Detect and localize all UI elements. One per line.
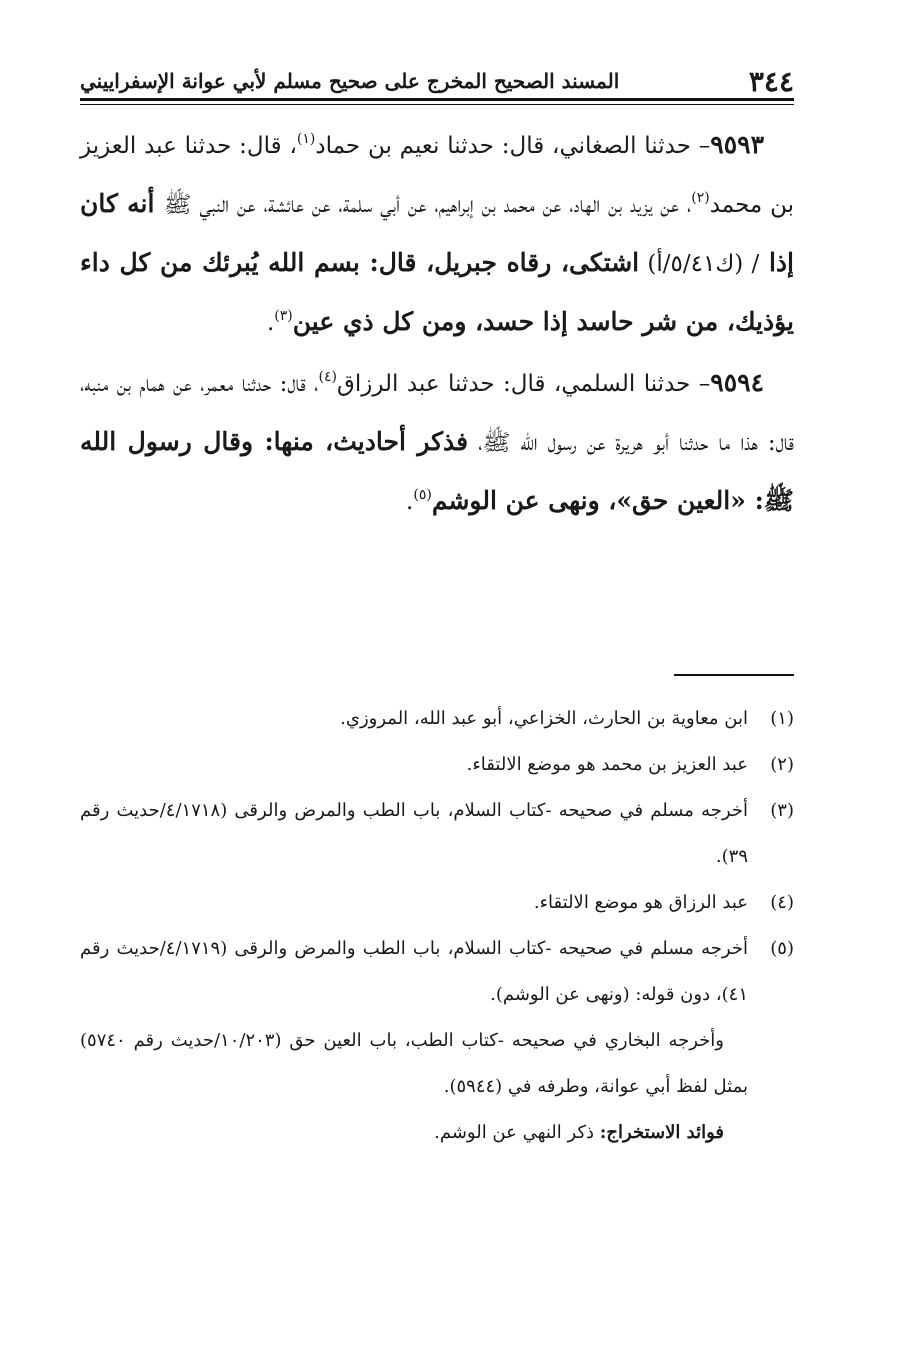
footnote-ref[interactable]: (٥) bbox=[413, 487, 432, 503]
footnote-ref[interactable]: (١) bbox=[296, 131, 316, 147]
footnote-number: (٥) bbox=[770, 938, 794, 959]
hadith-text: ، قال: حدثنا عبد العزيز بن محمد bbox=[80, 133, 795, 218]
header-title: المسند الصحيح المخرج على صحيح مسلم لأبي عوانة الإسفراييني bbox=[80, 69, 620, 93]
footnote-2 bbox=[80, 742, 794, 788]
page-number: ٣٤٤ bbox=[748, 64, 794, 98]
header-rule-thick bbox=[80, 98, 794, 101]
footnote-text: أخرجه مسلم في صحيحه -كتاب السلام، باب الطب والمرض والرقى (٤/١٧١٩/حديث رقم ٤١)، دون قوله: (ونهى عن الوشم). bbox=[80, 938, 748, 1005]
footnote-text: عبد الرزاق هو موضع الالتقاء. bbox=[533, 892, 748, 913]
footnote-3 bbox=[80, 788, 794, 880]
footnote-number: (٣) bbox=[770, 800, 794, 821]
benefit-text: ذكر النهي عن الوشم. bbox=[434, 1122, 600, 1143]
hadith-end: . bbox=[266, 310, 275, 336]
footnote-ref[interactable]: (٤) bbox=[318, 369, 337, 385]
hadith-end: . bbox=[406, 489, 414, 515]
main-text bbox=[80, 116, 794, 533]
footnote-1 bbox=[80, 696, 794, 742]
footnote-ref[interactable]: (٣) bbox=[274, 308, 293, 324]
footnote-5 bbox=[80, 926, 794, 1018]
hadith-text: ، قال: حدثنا معمر، عن همام بن منبه، قال: هذا ما حدثنا أبو هريرة عن رسول الله ﷺ، bbox=[80, 371, 795, 456]
footnote-separator bbox=[674, 674, 794, 676]
footnote-number: (٤) bbox=[770, 892, 794, 913]
footnote-number: (١) bbox=[770, 708, 794, 729]
hadith-9594 bbox=[80, 354, 794, 531]
footnote-text: أخرجه مسلم في صحيحه -كتاب السلام، باب الطب والمرض والرقى (٤/١٧١٨/حديث رقم ٣٩). bbox=[80, 800, 748, 867]
hadith-matn: أنه كان إذا bbox=[80, 189, 794, 277]
footnote-text: ابن معاوية بن الحارث، الخزاعي، أبو عبد الله، المروزي. bbox=[340, 708, 748, 729]
hadith-number: ٩٥٩٣ bbox=[710, 130, 764, 159]
footnote-ref[interactable]: (٢) bbox=[691, 190, 710, 206]
header-rule-thin bbox=[80, 104, 794, 105]
footnote-number: (٢) bbox=[770, 754, 794, 775]
hadith-text: – حدثنا السلمي، قال: حدثنا عبد الرزاق bbox=[337, 371, 711, 397]
hadith-number: ٩٥٩٤ bbox=[710, 368, 765, 397]
manuscript-ref: / (ك٥/٤١/أ) bbox=[639, 251, 760, 277]
footnote-4 bbox=[80, 880, 794, 926]
footnote-text: عبد العزيز بن محمد هو موضع الالتقاء. bbox=[466, 754, 748, 775]
hadith-text: – حدثنا الصغاني، قال: حدثنا نعيم بن حماد bbox=[315, 133, 711, 159]
footnote-5-continuation: وأخرجه البخاري في صحيحه -كتاب الطب، باب العين حق (١٠/٢٠٣/حديث رقم ٥٧٤٠) بمثل لفظ أبي عوانة، وطرفه في (٥٩٤٤). bbox=[80, 1030, 748, 1097]
footnotes bbox=[80, 696, 794, 1156]
hadith-matn: اشتكى، رقاه جبريل، قال: بسم الله يُبرئك من كل داء يؤذيك، من شر حاسد إذا حسد، ومن كل ذي عين bbox=[80, 248, 794, 336]
hadith-text: ، عن يزيد بن الهاد، عن محمد بن إبراهيم، عن أبي سلمة، عن عائشة، عن النبي ﷺ bbox=[163, 192, 692, 218]
hadith-9593 bbox=[80, 116, 794, 352]
footnote-5-benefit bbox=[80, 1110, 794, 1156]
running-header bbox=[80, 66, 794, 96]
hadith-matn: فذكر أحاديث، منها: وقال رسول الله ﷺ: «العين حق»، ونهى عن الوشم bbox=[80, 427, 794, 515]
benefit-label: فوائد الاستخراج: bbox=[599, 1122, 724, 1143]
